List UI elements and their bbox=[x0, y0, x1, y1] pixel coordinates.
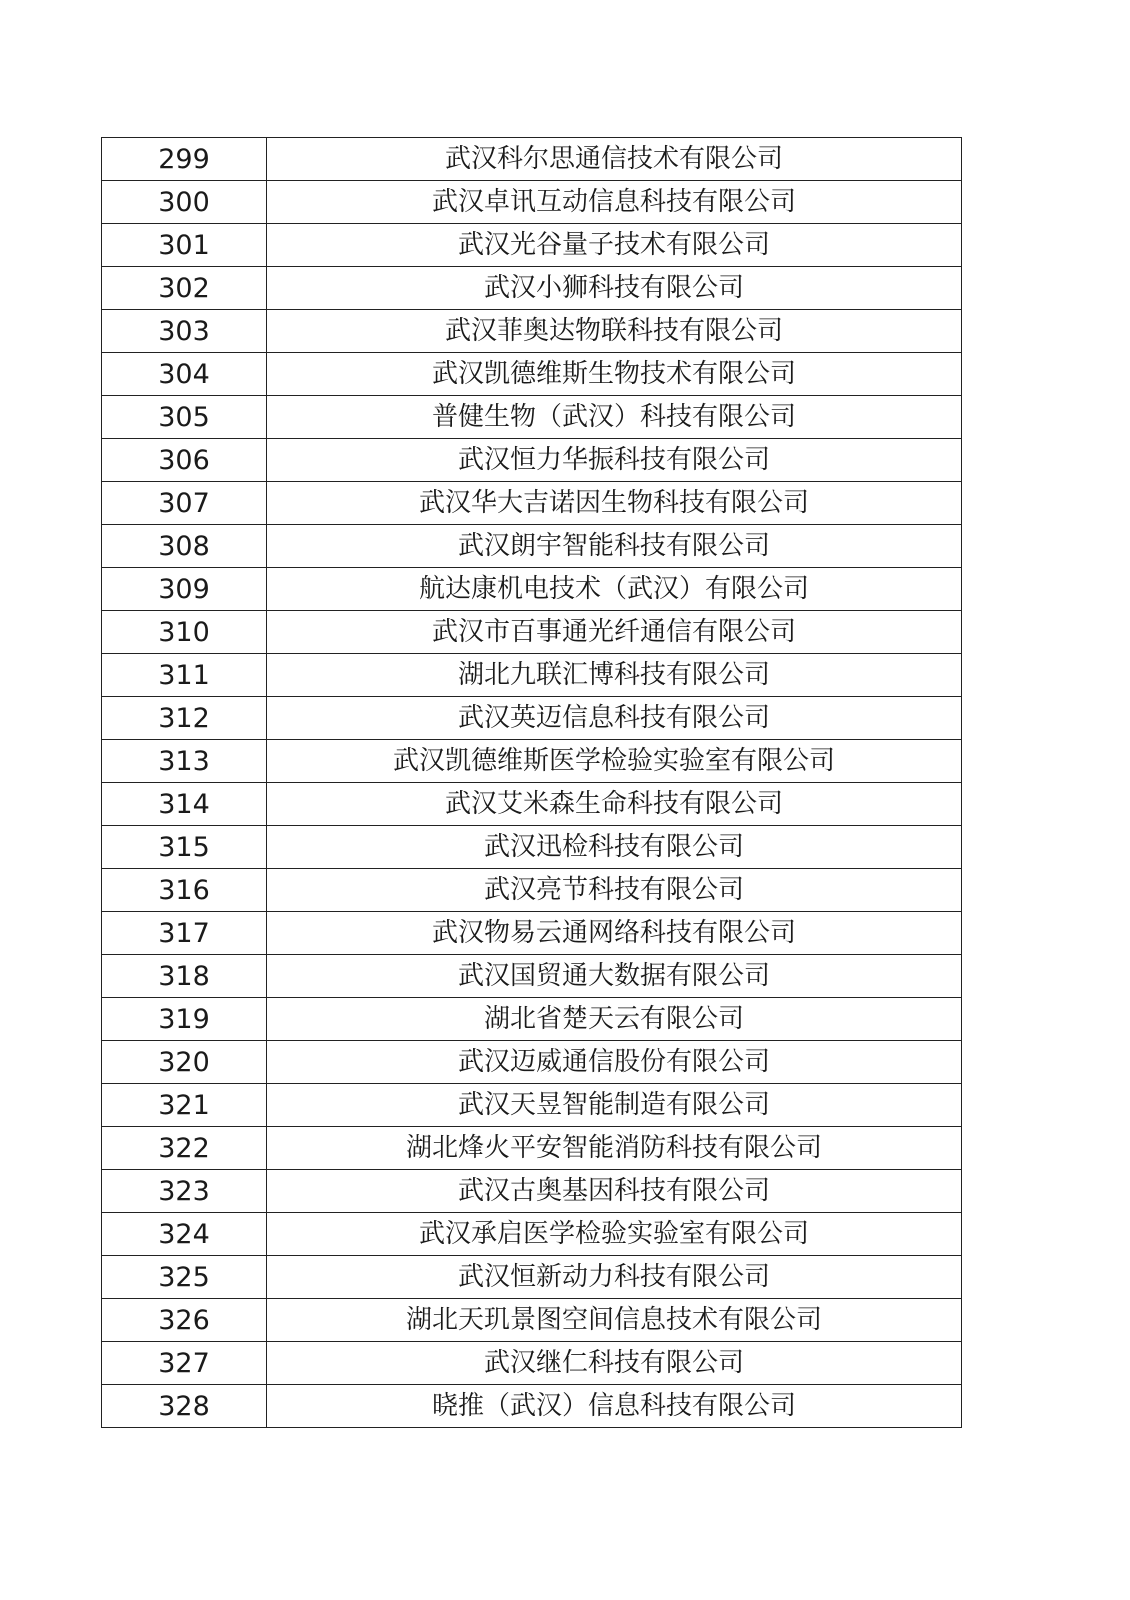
table-row bbox=[102, 1084, 962, 1127]
table-row bbox=[102, 138, 962, 181]
table-row bbox=[102, 224, 962, 267]
table-row bbox=[102, 955, 962, 998]
row-number-cell: 322 bbox=[102, 1127, 267, 1170]
company-name-cell: 湖北天玑景图空间信息技术有限公司 bbox=[267, 1299, 962, 1342]
company-name-cell: 武汉亮节科技有限公司 bbox=[267, 869, 962, 912]
table-row bbox=[102, 783, 962, 826]
row-number-cell: 302 bbox=[102, 267, 267, 310]
table-row bbox=[102, 482, 962, 525]
table-row bbox=[102, 740, 962, 783]
row-number-cell: 313 bbox=[102, 740, 267, 783]
row-number-cell: 309 bbox=[102, 568, 267, 611]
row-number-cell: 305 bbox=[102, 396, 267, 439]
row-number-cell: 308 bbox=[102, 525, 267, 568]
row-number-cell: 310 bbox=[102, 611, 267, 654]
row-number-cell: 314 bbox=[102, 783, 267, 826]
row-number-cell: 299 bbox=[102, 138, 267, 181]
table-row bbox=[102, 1299, 962, 1342]
row-number-cell: 323 bbox=[102, 1170, 267, 1213]
company-name-cell: 普健生物（武汉）科技有限公司 bbox=[267, 396, 962, 439]
company-name-cell: 湖北九联汇博科技有限公司 bbox=[267, 654, 962, 697]
table-row bbox=[102, 1127, 962, 1170]
company-list-table bbox=[101, 137, 962, 1428]
table-row bbox=[102, 912, 962, 955]
row-number-cell: 301 bbox=[102, 224, 267, 267]
table-row bbox=[102, 1256, 962, 1299]
table-row bbox=[102, 697, 962, 740]
company-name-cell: 湖北烽火平安智能消防科技有限公司 bbox=[267, 1127, 962, 1170]
table-body bbox=[102, 138, 962, 1428]
company-name-cell: 武汉凯德维斯医学检验实验室有限公司 bbox=[267, 740, 962, 783]
company-name-cell: 武汉古奥基因科技有限公司 bbox=[267, 1170, 962, 1213]
row-number-cell: 307 bbox=[102, 482, 267, 525]
row-number-cell: 324 bbox=[102, 1213, 267, 1256]
row-number-cell: 327 bbox=[102, 1342, 267, 1385]
table-row bbox=[102, 396, 962, 439]
company-name-cell: 武汉承启医学检验实验室有限公司 bbox=[267, 1213, 962, 1256]
company-name-cell: 武汉科尔思通信技术有限公司 bbox=[267, 138, 962, 181]
table-row bbox=[102, 267, 962, 310]
company-name-cell: 武汉卓讯互动信息科技有限公司 bbox=[267, 181, 962, 224]
row-number-cell: 321 bbox=[102, 1084, 267, 1127]
table-row bbox=[102, 1342, 962, 1385]
company-name-cell: 晓推（武汉）信息科技有限公司 bbox=[267, 1385, 962, 1428]
table-row bbox=[102, 611, 962, 654]
table-row bbox=[102, 310, 962, 353]
table-row bbox=[102, 1213, 962, 1256]
company-name-cell: 武汉天昱智能制造有限公司 bbox=[267, 1084, 962, 1127]
company-name-cell: 武汉凯德维斯生物技术有限公司 bbox=[267, 353, 962, 396]
row-number-cell: 315 bbox=[102, 826, 267, 869]
table-row bbox=[102, 1041, 962, 1084]
company-name-cell: 湖北省楚天云有限公司 bbox=[267, 998, 962, 1041]
row-number-cell: 319 bbox=[102, 998, 267, 1041]
company-name-cell: 武汉英迈信息科技有限公司 bbox=[267, 697, 962, 740]
table-row bbox=[102, 181, 962, 224]
row-number-cell: 317 bbox=[102, 912, 267, 955]
company-name-cell: 武汉市百事通光纤通信有限公司 bbox=[267, 611, 962, 654]
row-number-cell: 303 bbox=[102, 310, 267, 353]
table-row bbox=[102, 525, 962, 568]
row-number-cell: 304 bbox=[102, 353, 267, 396]
company-name-cell: 武汉迅检科技有限公司 bbox=[267, 826, 962, 869]
table-row bbox=[102, 568, 962, 611]
table-row bbox=[102, 869, 962, 912]
row-number-cell: 316 bbox=[102, 869, 267, 912]
row-number-cell: 312 bbox=[102, 697, 267, 740]
company-name-cell: 武汉恒新动力科技有限公司 bbox=[267, 1256, 962, 1299]
row-number-cell: 320 bbox=[102, 1041, 267, 1084]
company-name-cell: 武汉继仁科技有限公司 bbox=[267, 1342, 962, 1385]
table-row bbox=[102, 998, 962, 1041]
table-row bbox=[102, 439, 962, 482]
company-name-cell: 武汉国贸通大数据有限公司 bbox=[267, 955, 962, 998]
company-name-cell: 武汉物易云通网络科技有限公司 bbox=[267, 912, 962, 955]
company-name-cell: 武汉恒力华振科技有限公司 bbox=[267, 439, 962, 482]
company-name-cell: 航达康机电技术（武汉）有限公司 bbox=[267, 568, 962, 611]
company-name-cell: 武汉小狮科技有限公司 bbox=[267, 267, 962, 310]
row-number-cell: 311 bbox=[102, 654, 267, 697]
company-name-cell: 武汉迈威通信股份有限公司 bbox=[267, 1041, 962, 1084]
company-name-cell: 武汉光谷量子技术有限公司 bbox=[267, 224, 962, 267]
table-row bbox=[102, 826, 962, 869]
row-number-cell: 300 bbox=[102, 181, 267, 224]
company-name-cell: 武汉华大吉诺因生物科技有限公司 bbox=[267, 482, 962, 525]
row-number-cell: 328 bbox=[102, 1385, 267, 1428]
table-row bbox=[102, 1385, 962, 1428]
row-number-cell: 326 bbox=[102, 1299, 267, 1342]
company-name-cell: 武汉朗宇智能科技有限公司 bbox=[267, 525, 962, 568]
company-name-cell: 武汉艾米森生命科技有限公司 bbox=[267, 783, 962, 826]
table-row bbox=[102, 654, 962, 697]
row-number-cell: 325 bbox=[102, 1256, 267, 1299]
company-name-cell: 武汉菲奥达物联科技有限公司 bbox=[267, 310, 962, 353]
table-row bbox=[102, 1170, 962, 1213]
row-number-cell: 318 bbox=[102, 955, 267, 998]
row-number-cell: 306 bbox=[102, 439, 267, 482]
table-row bbox=[102, 353, 962, 396]
